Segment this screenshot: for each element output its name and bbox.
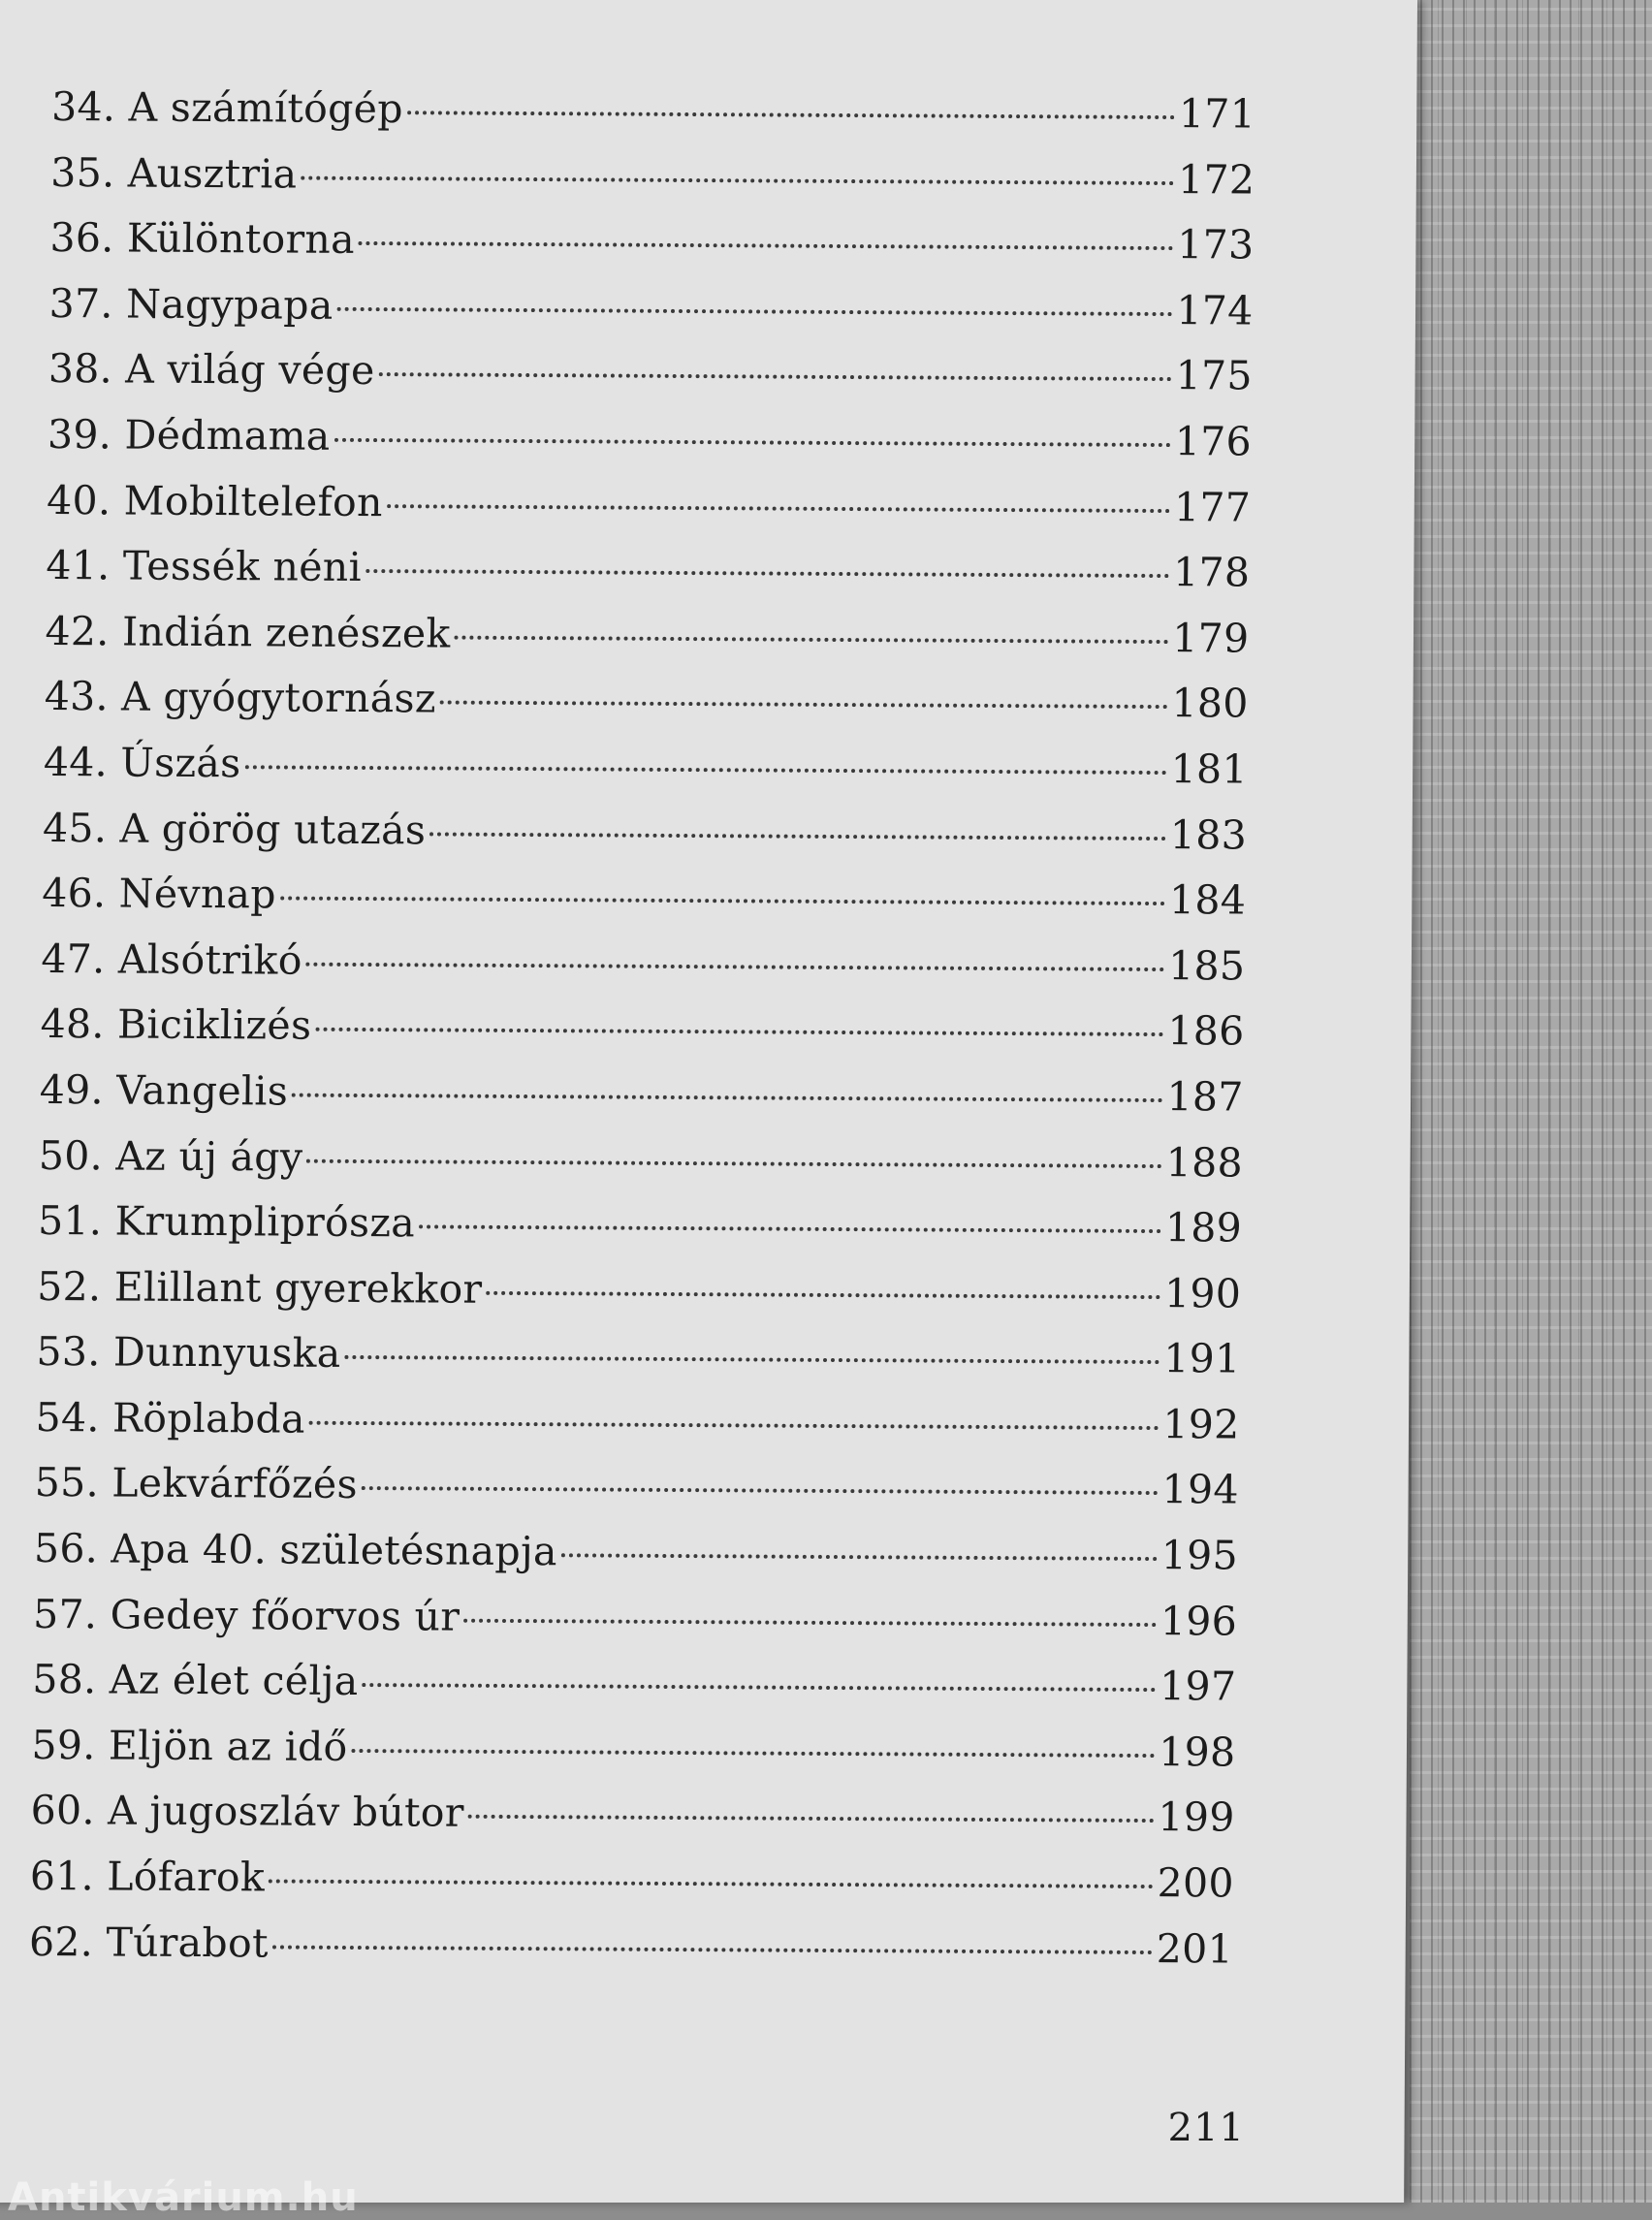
toc-entry <box>45 608 1250 681</box>
toc-entry-page: 183 <box>1169 810 1248 859</box>
dot-leader <box>387 504 1170 513</box>
toc-entry-page: 184 <box>1168 876 1247 924</box>
toc-entry <box>37 1263 1242 1336</box>
dot-leader <box>280 897 1165 906</box>
dot-leader <box>463 1618 1157 1626</box>
toc-entry-title: 41. Tessék néni <box>46 542 363 591</box>
dot-leader <box>440 701 1168 710</box>
toc-entry-page: 180 <box>1171 680 1249 727</box>
toc-entry-title: 57. Gedey főorvos úr <box>32 1590 461 1640</box>
toc-entry <box>32 1656 1237 1728</box>
dot-leader <box>455 635 1169 644</box>
toc-entry-title: 51. Krumpliprósza <box>37 1197 416 1247</box>
toc-entry <box>42 870 1247 942</box>
toc-entry-page: 200 <box>1157 1859 1235 1907</box>
toc-entry-title: 55. Lekvárfőzés <box>34 1459 359 1508</box>
toc-entry-title: 39. Dédmama <box>47 410 331 460</box>
toc-entry-title: 59. Eljön az idő <box>31 1721 348 1770</box>
toc-entry-title: 49. Vangelis <box>39 1065 289 1115</box>
dot-leader <box>363 1683 1157 1692</box>
toc-entry-page: 187 <box>1166 1072 1245 1121</box>
toc-entry-page: 197 <box>1159 1663 1237 1710</box>
toc-entry-title: 60. A jugoszláv bútor <box>30 1787 465 1837</box>
toc-entry-page: 201 <box>1156 1924 1234 1973</box>
toc-entry-page: 174 <box>1176 286 1254 334</box>
dot-leader <box>244 765 1166 775</box>
toc-entry-title: 62. Túrabot <box>28 1918 270 1967</box>
dot-leader <box>561 1553 1158 1561</box>
toc-entry-page: 194 <box>1161 1466 1240 1514</box>
toc-entry-page: 195 <box>1160 1532 1239 1579</box>
watermark: Antikvárium.hu <box>8 2175 359 2220</box>
toc-entry-title: 56. Apa 40. születésnapja <box>33 1525 558 1575</box>
dot-leader <box>365 569 1169 578</box>
toc-entry <box>33 1591 1238 1664</box>
toc-entry-page: 185 <box>1167 941 1246 990</box>
toc-entry <box>33 1525 1238 1598</box>
toc-entry-title: 52. Elillant gyerekkor <box>37 1262 483 1313</box>
toc-entry-title: 53. Dunnyuska <box>36 1328 341 1378</box>
toc-entry <box>44 673 1249 745</box>
toc-entry-page: 196 <box>1160 1597 1238 1645</box>
toc-entry-page: 172 <box>1177 155 1255 204</box>
toc-entry <box>31 1722 1236 1794</box>
table-of-contents <box>29 83 1256 1991</box>
toc-entry-title: 42. Indián zenészek <box>45 607 451 657</box>
toc-entry <box>35 1394 1240 1467</box>
toc-entry <box>39 1066 1244 1139</box>
toc-entry <box>38 1131 1243 1204</box>
toc-entry <box>48 280 1254 353</box>
dot-leader <box>315 1028 1163 1036</box>
toc-entry-title: 50. Az új ágy <box>38 1131 303 1181</box>
toc-entry <box>30 1787 1235 1859</box>
toc-entry-title: 44. Úszás <box>43 738 241 787</box>
dot-leader <box>468 1815 1155 1823</box>
dot-leader <box>334 438 1171 447</box>
dot-leader <box>351 1749 1155 1758</box>
toc-entry-page: 176 <box>1174 418 1253 465</box>
toc-entry-title: 36. Különtorna <box>49 214 356 264</box>
dot-leader <box>345 1355 1160 1364</box>
toc-entry-page: 181 <box>1170 745 1249 793</box>
toc-entry-title: 43. A gyógytornász <box>44 673 437 722</box>
toc-entry <box>49 214 1255 287</box>
toc-entry-title: 40. Mobiltelefon <box>46 476 384 525</box>
dot-leader <box>359 241 1173 250</box>
toc-entry-title: 38. A világ vége <box>48 345 375 395</box>
toc-entry-page: 186 <box>1167 1007 1245 1055</box>
toc-entry-page: 175 <box>1175 352 1254 399</box>
toc-entry <box>34 1459 1239 1532</box>
toc-entry-title: 54. Röplabda <box>35 1393 306 1443</box>
toc-entry <box>43 805 1248 877</box>
toc-entry-page: 173 <box>1176 221 1255 269</box>
toc-entry-title: 47. Alsótrikó <box>41 935 303 984</box>
dot-leader <box>292 1093 1163 1101</box>
dot-leader <box>362 1487 1159 1496</box>
dot-leader <box>486 1290 1160 1298</box>
toc-entry-page: 177 <box>1173 483 1252 531</box>
toc-entry-title: 46. Névnap <box>41 870 277 918</box>
toc-entry-page: 199 <box>1158 1793 1235 1841</box>
toc-entry <box>50 149 1255 222</box>
toc-entry-page: 188 <box>1165 1138 1244 1187</box>
dot-leader <box>379 372 1172 381</box>
dot-leader <box>306 962 1165 970</box>
dot-leader <box>407 111 1175 119</box>
toc-entry-page: 198 <box>1159 1728 1236 1776</box>
toc-entry-page: 190 <box>1163 1269 1242 1317</box>
toc-entry <box>47 477 1252 550</box>
toc-entry-page: 192 <box>1162 1400 1240 1448</box>
toc-entry <box>43 739 1248 811</box>
dot-leader <box>429 832 1166 840</box>
toc-entry <box>51 83 1256 156</box>
toc-entry-title: 35. Ausztria <box>50 148 298 198</box>
dot-leader <box>419 1224 1161 1233</box>
toc-entry-page: 171 <box>1178 90 1256 138</box>
toc-entry <box>36 1328 1241 1401</box>
toc-entry-title: 37. Nagypapa <box>48 279 334 329</box>
dot-leader <box>306 1158 1161 1167</box>
dot-leader <box>272 1945 1153 1954</box>
toc-entry-page: 178 <box>1172 549 1251 596</box>
toc-entry-title: 48. Biciklizés <box>40 1000 312 1050</box>
toc-entry <box>38 1197 1243 1270</box>
toc-entry-title: 45. A görög utazás <box>42 804 427 853</box>
toc-entry <box>48 345 1253 418</box>
toc-entry <box>29 1919 1234 1991</box>
toc-entry-title: 61. Lófarok <box>29 1852 266 1901</box>
toc-entry <box>46 542 1251 615</box>
toc-entry <box>41 936 1246 1008</box>
toc-entry-title: 58. Az élet célja <box>32 1656 359 1705</box>
dot-leader <box>301 175 1174 185</box>
toc-entry <box>48 411 1253 484</box>
toc-entry-page: 179 <box>1172 614 1250 662</box>
dot-leader <box>309 1421 1160 1430</box>
dot-leader <box>269 1880 1154 1889</box>
toc-entry-title: 34. A számítógép <box>50 83 404 133</box>
toc-entry <box>40 1000 1245 1073</box>
toc-entry-page: 191 <box>1162 1335 1241 1382</box>
background-texture <box>1410 0 1652 2203</box>
dot-leader <box>337 307 1173 316</box>
toc-entry <box>29 1853 1234 1925</box>
toc-entry-page: 189 <box>1164 1204 1243 1252</box>
page-number: 211 <box>1167 2106 1246 2150</box>
